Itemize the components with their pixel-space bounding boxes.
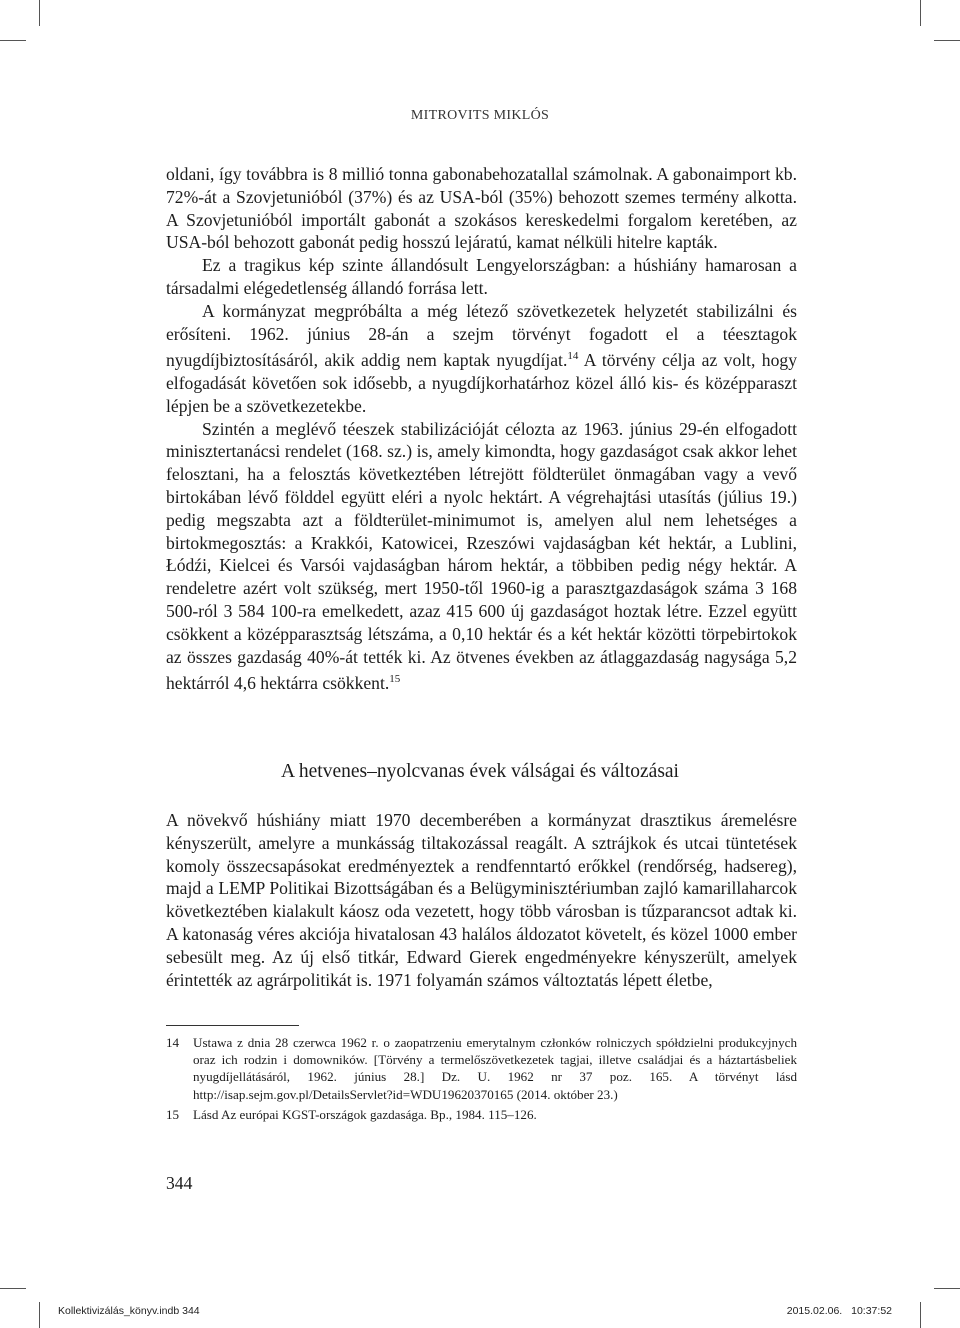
crop-mark-top-right-h <box>934 40 960 41</box>
footnote-15 <box>166 1106 797 1123</box>
paragraph-section-1: A növekvő húshiány miatt 1970 decemberében a kormányzat drasztikus áremelésre kényszerült, amelyre a munkásság tiltakozással reagált. A sztrájkok és utcai tüntetések komoly összecsapásokat eredményeztek a rendfenntartó erőkkel (rendőrség, hadsereg), majd a LEMP Politikai Bizottságában és a Belügyminisztériumban zajló kamarillaharcok következtében kialakult káosz oda vezetett, hogy több városban is tűzparancsot adtak ki. A katonaság véres akciója hivatalosan 43 halálos áldozatot követelt, és közel 1000 ember sebesült meg. Az új első titkár, Edward Gierek engedményekre kényszerült, amelyek érintették az agrárpolitikát is. 1971 folyamán számos változtatás lépett életbe, <box>166 810 797 990</box>
print-slug-timestamp: 2015.02.06. 10:37:52 <box>786 1305 892 1317</box>
paragraph-4-text: Szintén a meglévő téeszek stabilizációját célozta az 1963. június 29-én elfogadott minisztertanácsi rendelet (168. sz.) is, amely kimondta, hogy gazdaságot csak akkor lehet felosztani, ha a felosztás következtében létrejött földterület önmagában vagy a vevő birtokában lévő földdel együtt eléri a nyolc hektárt. A végrehajtási utasítás (július 19.) pedig megszabta azt a földterület-minimumot is, amelyen alul nem lehetséges a birtokmegosztás: a Krakkói, Katowicei, Rzeszówi vajdaságban két hektár, a Lublini, Łódźi, Kielcei és Varsói vajdaságban három hektár, a többiben pedig négy hektár. A rendeletre azért volt szükség, mert 1950-től 1960-ig a parasztgazdaságok száma 3 168 500-ról 3 584 100-ra emelkedett, azaz 415 600 új gazdaságot hoztak létre. Ezzel együtt csökkent a középparasztság létszáma, a 0,10 hektár és a két hektár közötti törpebirtokok az összes gazdaság 40%-át tették ki. Az ötvenes években az átlaggazdaság nagysága 5,2 hektárról 4,6 hektárra csökkent. <box>166 418 797 694</box>
paragraph-2: Ez a tragikus kép szinte állandósult Lengyelországban: a húshiány hamarosan a társadalmi elégedetlenség állandó forrása lett. <box>166 255 797 298</box>
crop-mark-bottom-left-h <box>0 1288 26 1289</box>
footnote-text: Lásd Az európai KGST-országok gazdasága. Bp., 1984. 115–126. <box>193 1106 537 1122</box>
footnote-number: 15 <box>166 1106 180 1122</box>
footnote-text: Ustawa z dnia 28 czerwca 1962 r. o zaopatrzeniu emerytalnym członków rolniczych spółdzielni produkcyjnych oraz ich rodzin i domowników. [Törvény a termelőszövetkezetek tagjai, illetve családjai és a háztartásbeliek nyugdíjellátásáról, 1962. június 28.] Dz. U. 1962 nr 37 poz. 165. A törvényt lásd http://isap.sejm.gov.pl/DetailsServlet?id=WDU19620370165 (2014. október 23.) <box>193 1035 797 1102</box>
crop-mark-top-right-v <box>920 0 921 26</box>
paragraph-4 <box>166 418 797 695</box>
page-number: 344 <box>166 1173 193 1193</box>
crop-mark-bottom-right-v <box>920 1302 921 1328</box>
paragraph-3 <box>166 300 797 418</box>
paragraph-3-text: A kormányzat megpróbálta a még létező szövetkezetek helyzetét stabilizálni és erősíteni. 1962. június 28-án a szejm törvényt fogadott el a téesztagok nyugdíjbiztosításáról, akik addig nem kaptak nyugdíjat. <box>166 300 797 371</box>
paragraph-3-continued: A törvény célja az volt, hogy elfogadását követően sok idősebb, a nyugdíjkorhatárhoz közel álló kis- és középparaszt lépjen be a szövetkezetekbe. <box>166 350 797 416</box>
footnote-14 <box>166 1034 797 1103</box>
print-slug-file: Kollektivizálás_könyv.indb 344 <box>58 1305 200 1317</box>
section-heading: A hetvenes–nyolcvanas évek válságai és változásai <box>281 761 679 782</box>
footnote-number: 14 <box>166 1035 180 1050</box>
footnote-ref-15[interactable]: 15 <box>389 673 401 686</box>
footnote-rule <box>166 1025 299 1026</box>
crop-mark-bottom-left-v <box>39 1302 40 1328</box>
crop-mark-top-left-v <box>39 0 40 26</box>
running-head: MITROVITS MIKLÓS <box>410 108 550 123</box>
crop-mark-top-left-h <box>0 40 26 41</box>
footnote-ref-14[interactable]: 14 <box>567 350 579 363</box>
body-text-top <box>166 163 797 695</box>
body-text-section <box>166 809 797 991</box>
paragraph-1: oldani, így továbbra is 8 millió tonna gabonabehozatallal számolnak. A gabonaimport kb. 72%-át a Szovjetunióból (37%) és az USA-ból (35%) behozott szemes termény alkotta. A Szovjetunióból importált gabonát a szokásos kereskedelmi forgalom keretében, az USA-ból behozott gabonát pedig hosszú lejáratú, kamat nélküli hitelre kapták. <box>166 164 797 253</box>
crop-mark-bottom-right-h <box>934 1288 960 1289</box>
footnotes <box>166 1034 797 1126</box>
